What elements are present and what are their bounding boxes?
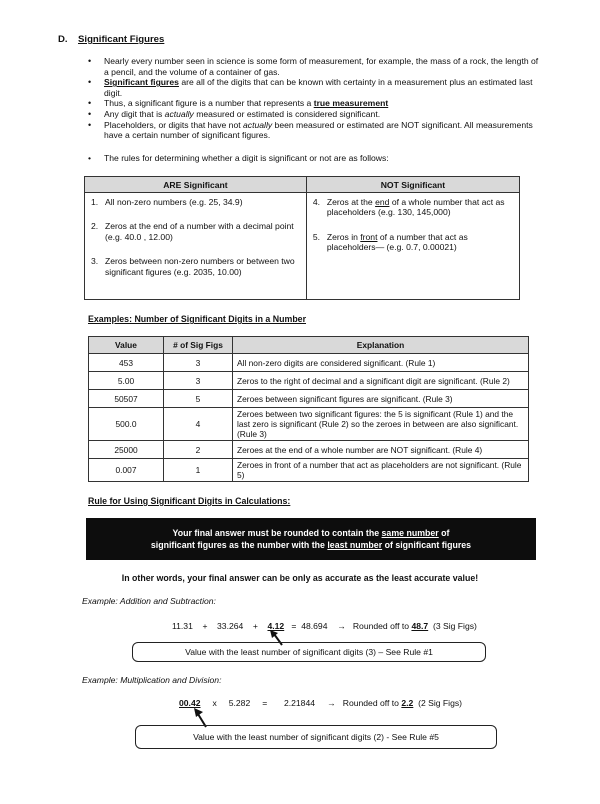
value-cell: 453: [89, 354, 164, 372]
rounded-result: 2.2: [401, 698, 414, 708]
rule-number: 5.: [312, 231, 321, 242]
raw-result: 2.21844: [283, 698, 316, 708]
least-precise-value: 00.42: [179, 698, 201, 708]
rounded-result: 48.7: [411, 621, 429, 631]
accuracy-statement: In other words, your final answer can be only as accurate as the least accurate value!: [121, 573, 479, 583]
explanation-cell: Zeroes in front of a number that act as placeholders are not significant. (Rule 5): [233, 459, 529, 482]
rounded-label: Rounded off to: [342, 698, 399, 708]
text-run: actually: [164, 108, 194, 119]
calc-rule-title: Rule for Using Significant Digits in Calculations:: [88, 496, 291, 506]
rule-item: [91, 256, 302, 277]
plus-sign: +: [252, 621, 258, 631]
not-significant-header: NOT Significant: [306, 177, 519, 193]
section-letter: D.: [58, 34, 68, 45]
multiplication-callout: Value with the least number of significant digits (2) - See Rule #5: [135, 725, 497, 749]
text-run: same number: [381, 528, 439, 538]
section-title: Significant Figures: [78, 34, 165, 45]
plus-sign: +: [202, 621, 208, 631]
text-run: Thus, a significant figure is a number that represents a: [104, 98, 314, 109]
text-run: end: [375, 197, 390, 207]
explanation-cell: Zeroes between two significant figures: the 5 is significant (Rule 1) and the last zero is significant (Rule 2) so the zeroes in between are also significant. (Rule 3): [233, 408, 529, 441]
rules-table: [84, 176, 520, 300]
text-run: Any digit that is: [104, 108, 165, 119]
multiplication-example-label: Example: Multiplication and Division:: [82, 675, 222, 685]
rule-number: 1.: [91, 197, 99, 207]
text-run: least number: [327, 540, 383, 550]
examples-title: Examples: Number of Significant Digits in a Number: [88, 314, 307, 324]
rule-number: 4.: [312, 197, 321, 207]
text-run: Zeros in: [326, 231, 361, 242]
rule-item: [313, 232, 515, 253]
right-arrow-icon: →: [337, 621, 346, 631]
raw-result: 48.694: [301, 621, 328, 631]
value-cell: 5.00: [89, 372, 164, 390]
sigfig-cell: 2: [164, 441, 233, 459]
sig-fig-note: (2 Sig Figs): [418, 698, 463, 708]
rounding-rule-box: [86, 518, 536, 560]
intro-bullet-list: [82, 56, 542, 141]
text-run: Placeholders, or digits that have not: [104, 119, 244, 130]
rule-text: [327, 232, 515, 253]
rule-number: 3.: [91, 256, 99, 267]
intro-bullet: [82, 109, 542, 120]
examples-table: [88, 336, 529, 482]
term-1: 11.31: [172, 621, 193, 631]
text-run: of a whole number that act as placeholders (e.g. 130, 145,000): [326, 197, 505, 218]
rule-item: [91, 197, 302, 207]
rounding-rule-line-2: [86, 539, 536, 551]
value-cell: 50507: [89, 390, 164, 408]
text-run: Significant figures: [104, 77, 179, 88]
rule-text: Zeros at the end of a number with a decimal point (e.g. 40.0 , 12.00): [105, 221, 294, 242]
text-run: been measured or estimated are NOT significant. All measurements have a certain number of significant figures.: [104, 119, 533, 141]
rule-text: [327, 197, 515, 218]
sigfig-cell: 5: [164, 390, 233, 408]
rule-text: All non-zero numbers (e.g. 25, 34.9): [105, 197, 243, 207]
value-cell: 500.0: [89, 408, 164, 441]
table-row: [89, 408, 529, 441]
text-run: of: [438, 528, 450, 538]
rule-item: [91, 221, 302, 242]
rule-item: [313, 197, 515, 218]
are-significant-header: ARE Significant: [85, 177, 307, 193]
rule-text: Zeros between non-zero numbers or between two significant figures (e.g. 2035, 10.00): [105, 256, 295, 277]
text-run: true measurement: [313, 98, 389, 109]
text-run: significant figures as the number with the: [150, 540, 328, 550]
explanation-cell: Zeroes at the end of a whole number are NOT significant. (Rule 4): [233, 441, 529, 459]
least-precise-value: 4.12: [267, 621, 285, 631]
text-run: front: [360, 231, 378, 242]
table-row: [89, 372, 529, 390]
rule-number: 2.: [91, 221, 99, 232]
sigfig-cell: 1: [164, 459, 233, 482]
rounding-rule-line-1: [86, 527, 536, 539]
text-run: of a number that act as placeholders— (e.g. 0.7, 0.00021): [326, 231, 468, 253]
rules-intro: • The rules for determining whether a digit is significant or not are as follows:: [82, 153, 542, 163]
equals-sign: =: [291, 621, 297, 631]
sigfig-cell: 3: [164, 372, 233, 390]
value-cell: 25000: [89, 441, 164, 459]
intro-bullet: [82, 77, 542, 98]
text-run: Nearly every number seen in science is some form of measurement, for example, the mass of a rock, the length of a pencil, and the volume of a container of gas.: [104, 56, 539, 77]
text-run: are all of the digits that can be known with certainty in a measurement plus an estimated last digit.: [104, 77, 533, 98]
col-value-header: Value: [89, 337, 164, 354]
col-sigfigs-header: # of Sig Figs: [164, 337, 233, 354]
times-sign: x: [212, 698, 217, 708]
are-significant-cell: [85, 193, 307, 300]
explanation-cell: Zeros to the right of decimal and a significant digit are significant. (Rule 2): [233, 372, 529, 390]
intro-bullet: [82, 98, 542, 109]
sigfig-cell: 4: [164, 408, 233, 441]
table-row: [89, 459, 529, 482]
addition-callout: Value with the least number of significant digits (3) – See Rule #1: [132, 642, 486, 662]
text-run: measured or estimated is considered significant.: [193, 108, 381, 119]
addition-equation: [172, 621, 477, 631]
addition-example-label: Example: Addition and Subtraction:: [82, 596, 216, 606]
right-arrow-icon: →: [326, 698, 336, 708]
rounded-label: Rounded off to: [352, 621, 410, 631]
explanation-cell: All non-zero digits are considered significant. (Rule 1): [233, 354, 529, 372]
table-row: [89, 390, 529, 408]
value-cell: 0.007: [89, 459, 164, 482]
sigfig-cell: 3: [164, 354, 233, 372]
term-2: 5.282: [228, 698, 251, 708]
term-2: 33.264: [217, 621, 244, 631]
text-run: actually: [243, 119, 273, 130]
section-heading: [58, 34, 164, 45]
not-significant-cell: [306, 193, 519, 300]
intro-bullet: [82, 120, 542, 141]
table-row: [89, 354, 529, 372]
text-run: of significant figures: [382, 540, 472, 550]
text-run: Your final answer must be rounded to contain the: [172, 528, 382, 538]
equals-sign: =: [262, 698, 268, 708]
table-row: [89, 441, 529, 459]
text-run: Zeros at the: [326, 197, 376, 207]
intro-bullet: [82, 56, 542, 77]
sig-fig-note: (3 Sig Figs): [432, 621, 477, 631]
explanation-cell: Zeroes between significant figures are significant. (Rule 3): [233, 390, 529, 408]
col-explanation-header: Explanation: [233, 337, 529, 354]
multiplication-equation: [179, 698, 462, 708]
